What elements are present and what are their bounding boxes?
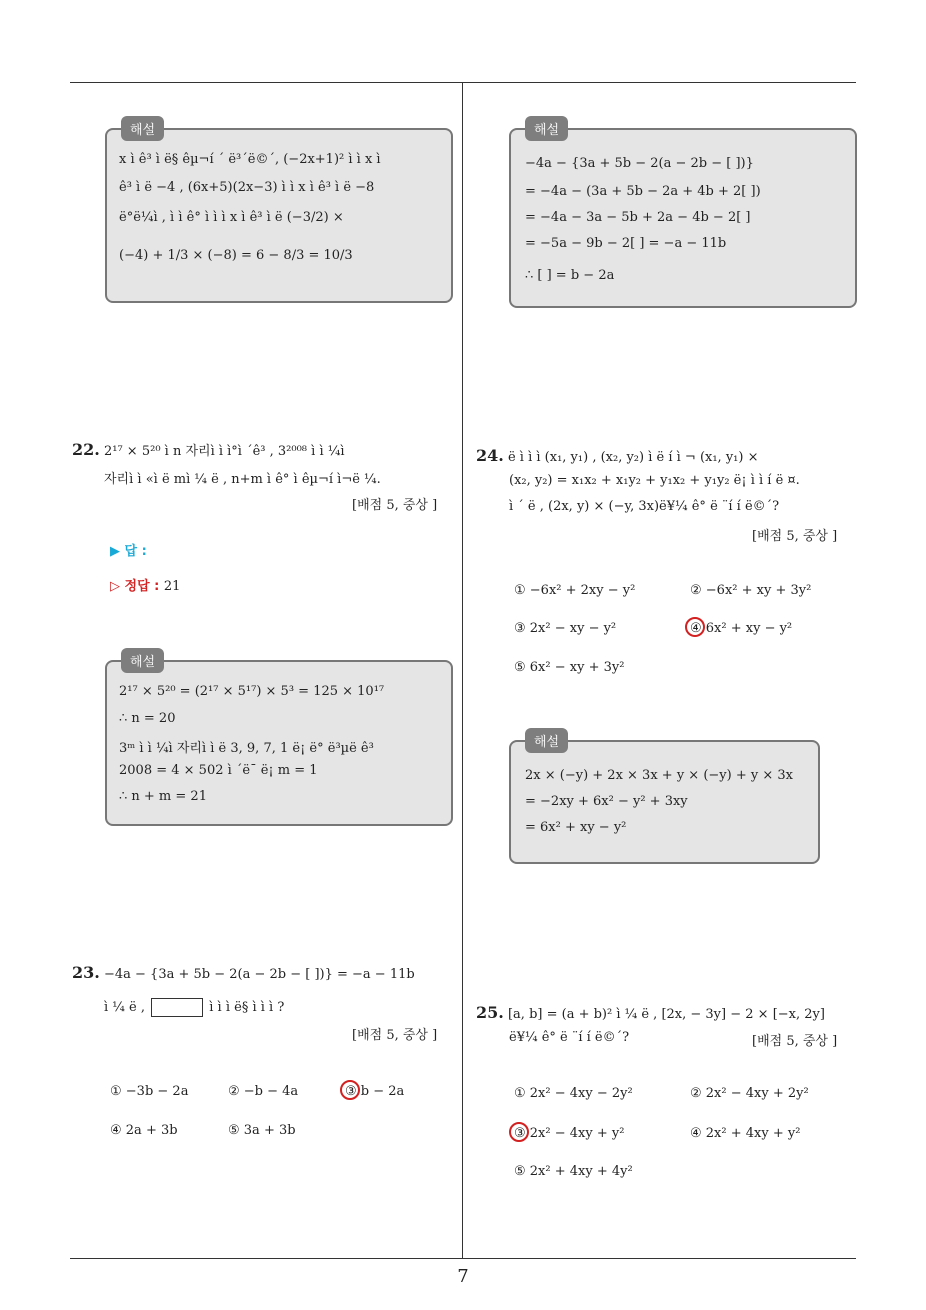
question-number: 22. [72,440,100,459]
choice-2[interactable]: ② −b − 4a [228,1084,299,1099]
correct-answer [110,575,180,594]
question-text: 자리ì ì «ì ë mì ¼ ë , n+m ì ê° ì êµ¬í ì¬ë ¼. [104,472,381,487]
choice-4[interactable]: ④ 2a + 3b [110,1123,178,1138]
bottom-rule [70,1258,856,1259]
choice-2[interactable]: ② −6x² + xy + 3y² [690,583,812,598]
solution-line: x ì ê³ ì ë§ êµ¬í ´ ë³´ë©´, (−2x+1)² ì ì x ì [119,152,381,167]
question-text: −4a − {3a + 5b − 2(a − 2b − [ ])} = −a − 11b [103,967,415,982]
question-number: 25. [476,1003,504,1022]
difficulty-points: [배점 5, 중상 ] [752,529,838,544]
solution-tag: 해설 [121,116,164,141]
solution-line: = −5a − 9b − 2[ ] = −a − 11b [525,236,727,251]
solution-box [509,123,857,308]
solution-line: ê³ ì ë −4 , (6x+5)(2x−3) ì ì x ì ê³ ì ë −8 [119,180,375,195]
solution-box [509,735,820,864]
solution-tag: 해설 [121,648,164,673]
solution-line: ∴ n + m = 21 [119,789,207,804]
choice-1[interactable]: ① −6x² + 2xy − y² [514,583,636,598]
solution-line: ∴ n = 20 [119,711,176,726]
choice-5[interactable]: ⑤ 6x² − xy + 3y² [514,660,625,675]
solution-tag: 해설 [525,728,568,753]
question-text: [a, b] = (a + b)² ì ¼ ë , [2x, − 3y] − 2 × [−x, 2y] [507,1007,825,1022]
column-divider [462,83,463,1259]
question-text: ì ¼ ë , [104,1000,145,1015]
solution-box [105,655,453,826]
choice-5[interactable]: ⑤ 3a + 3b [228,1123,296,1138]
choice-4[interactable]: ④ 6x² + xy − y² [690,621,793,636]
solution-line: = 6x² + xy − y² [525,820,627,835]
question-text: (x₂, y₂) = x₁x₂ + x₁y₂ + y₁x₂ + y₁y₂ ë¡ ì ì í ë ¤. [509,473,800,488]
solution-line: ë°ë¼ì , ì ì ê° ì ì ì x ì ê³ ì ë (−3/2) × [119,210,344,225]
solution-line: = −2xy + 6x² − y² + 3xy [525,794,688,809]
question-text: ë ì ì ì (x₁, y₁) , (x₂, y₂) ì ë í ì ¬ (x₁, y₁) × [507,450,759,465]
solution-line: 2x × (−y) + 2x × 3x + y × (−y) + y × 3x [525,768,793,783]
choice-4[interactable]: ④ 2x² + 4xy + y² [690,1126,801,1141]
selected-answer-mark [340,1080,360,1100]
question-text: ì ´ ë , (2x, y) × (−y, 3x)ë¥¼ ê° ë ¨í í ë©´? [509,499,780,514]
solution-line: −4a − {3a + 5b − 2(a − 2b − [ ])} [525,156,754,171]
solution-box [105,123,453,303]
page-number: 7 [457,1266,469,1287]
answer-label: ▶ 답 : [110,544,147,559]
choice-3[interactable]: ③ 2x² − xy − y² [514,621,617,636]
solution-line: 2008 = 4 × 502 ì ´ë¯ ë¡ m = 1 [119,763,318,778]
choice-3[interactable]: ③ 2x² − 4xy + y² [514,1126,625,1141]
solution-line: (−4) + 1/3 × (−8) = 6 − 8/3 = 10/3 [119,248,353,263]
top-rule [70,82,856,83]
solution-line: 2¹⁷ × 5²⁰ = (2¹⁷ × 5¹⁷) × 5³ = 125 × 10¹⁷ [119,684,385,699]
question-text: ì ì ì ë§ ì ì ì ? [209,1000,285,1015]
choice-2[interactable]: ② 2x² − 4xy + 2y² [690,1086,809,1101]
answer-blank [151,998,203,1017]
difficulty-points: [배점 5, 중상 ] [352,498,438,513]
question-text: ë¥¼ ê° ë ¨í í ë©´? [509,1030,630,1045]
difficulty-points: [배점 5, 중상 ] [752,1034,838,1049]
correct-answer-label: ▷ 정답 : [110,579,160,594]
solution-tag: 해설 [525,116,568,141]
question-number: 24. [476,446,504,465]
solution-line: = −4a − 3a − 5b + 2a − 4b − 2[ ] [525,210,751,225]
choice-1[interactable]: ① −3b − 2a [110,1084,189,1099]
choice-5[interactable]: ⑤ 2x² + 4xy + 4y² [514,1164,633,1179]
selected-answer-mark [509,1122,529,1142]
solution-line: = −4a − (3a + 5b − 2a + 4b + 2[ ]) [525,184,761,199]
choice-3[interactable]: ③ b − 2a [345,1084,405,1099]
correct-answer-value: 21 [163,579,181,594]
question-text: 2¹⁷ × 5²⁰ ì n 자리ì ì ì°ì ´ê³ , 3²⁰⁰⁸ ì ì ¼ì [103,444,345,459]
question-number: 23. [72,963,100,982]
selected-answer-mark [685,617,705,637]
difficulty-points: [배점 5, 중상 ] [352,1028,438,1043]
choice-1[interactable]: ① 2x² − 4xy − 2y² [514,1086,633,1101]
solution-line: ∴ [ ] = b − 2a [525,268,615,283]
solution-line: 3ᵐ ì ì ¼ì 자리ì ì ë 3, 9, 7, 1 ë¡ ë° ë³µë ê³ [119,741,374,756]
